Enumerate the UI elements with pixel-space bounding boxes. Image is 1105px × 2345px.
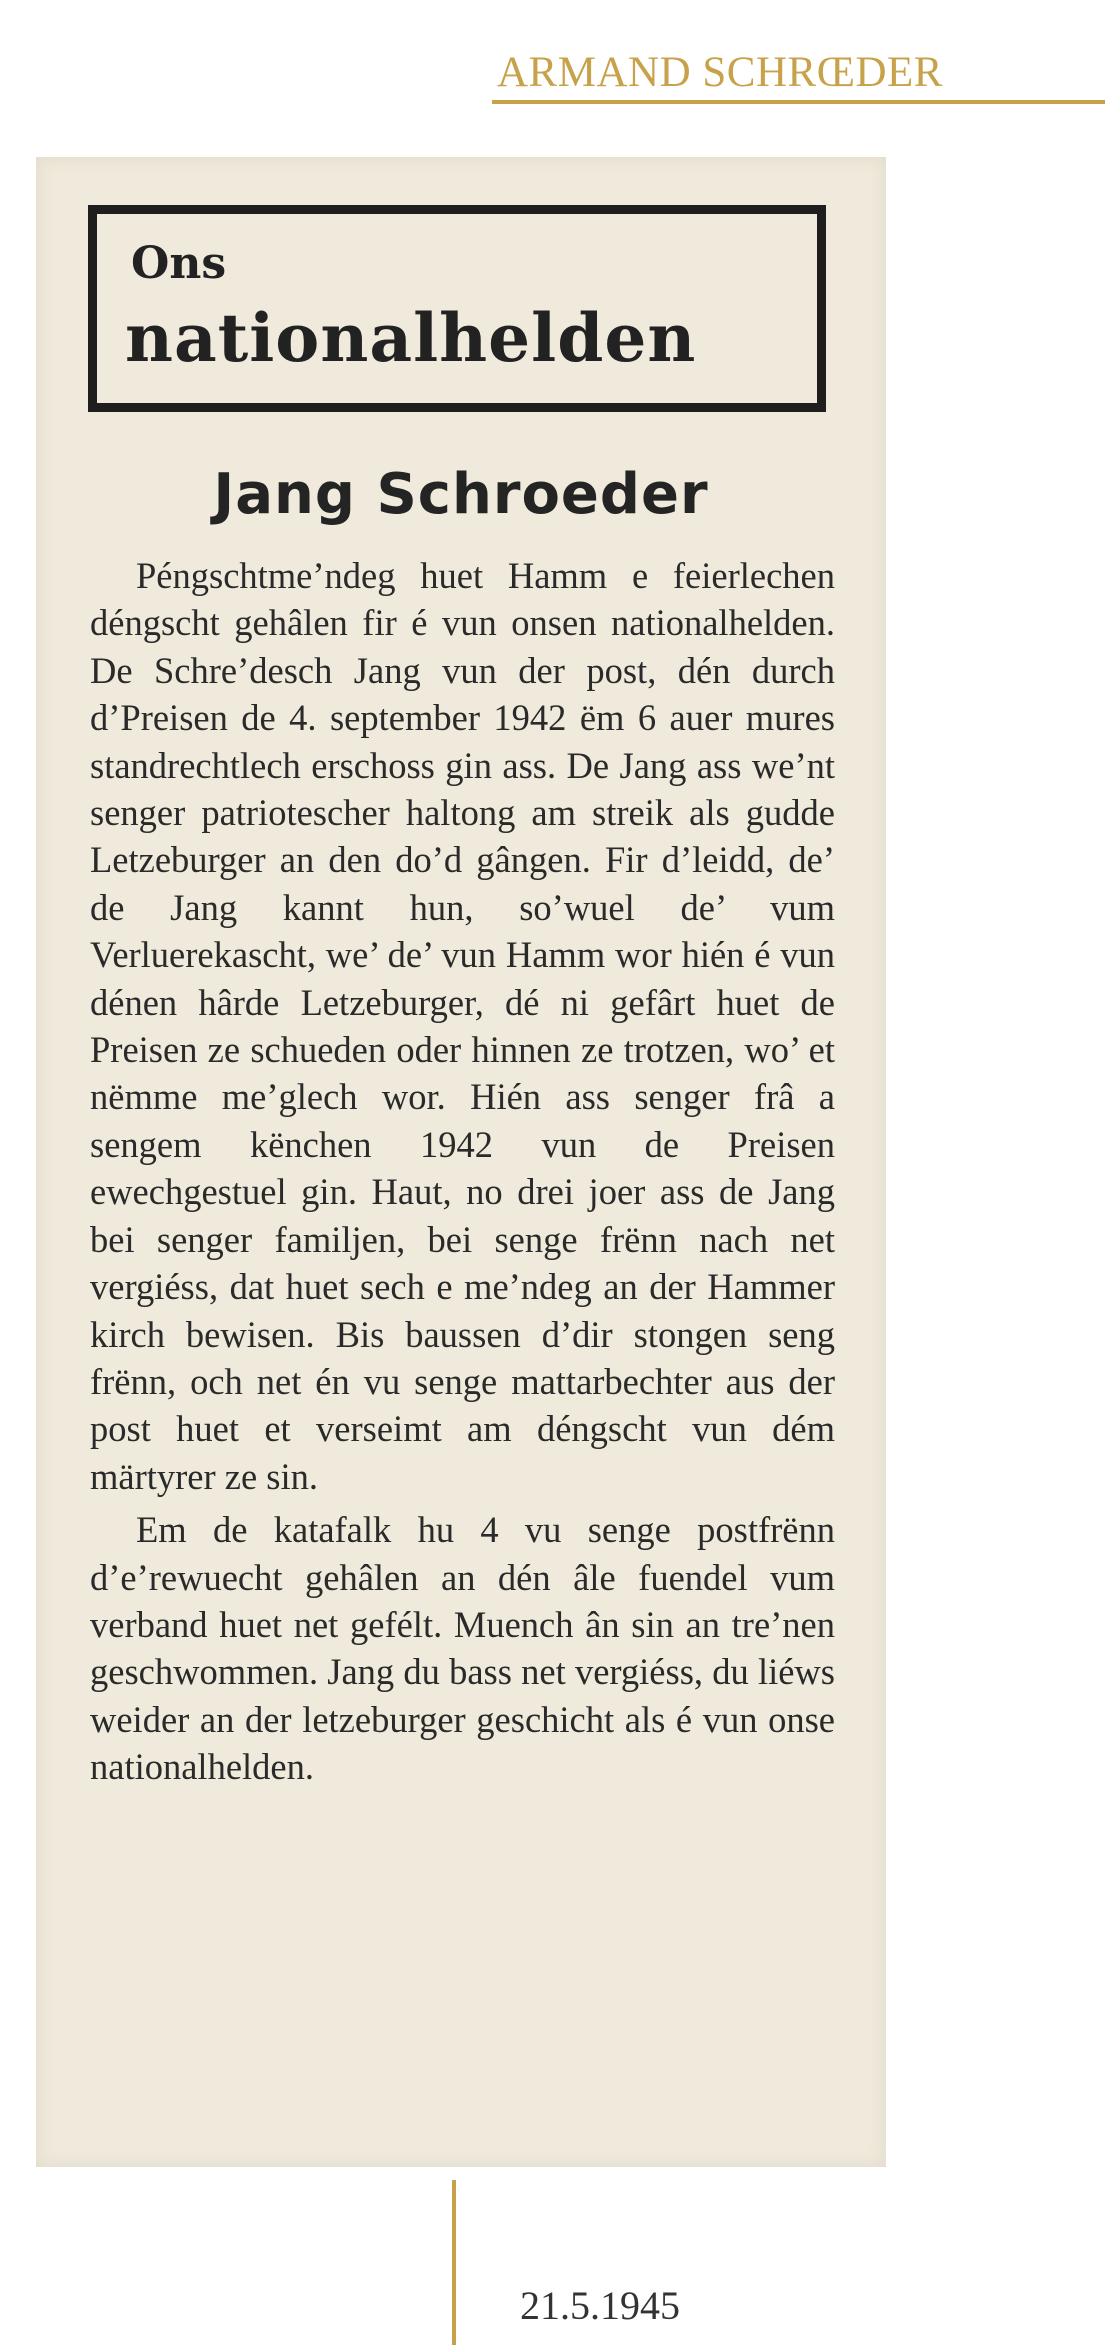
section-kicker: Ons [131, 238, 227, 289]
article-paragraph-1: Péngschtme’ndeg huet Hamm e feierlechen déngscht gehâlen fir é vun onsen nationalhelden. De Schre’desch Jang vun der post, dén durch d’Preisen de 4. september 1942 ëm 6 auer mures standrechtlech erschoss gin ass. De Jang ass we’nt senger patriotescher haltong am streik als gudde Letzeburger an den do’d gângen. Fir d’leidd, de’ de Jang kannt hun, so’wuel de’ vum Verluerekascht, we’ de’ vun Hamm wor hién é vun dénen hârde Letzeburger, dé ni gefârt huet de Preisen ze schueden oder hinnen ze trotzen, wo’ et nëmme me’glech wor. Hién ass senger frâ a sengem kënchen 1942 vun de Preisen ewechgestuel gin. Haut, no drei joer ass de Jang bei senger familjen, bei senge frënn nach net vergiéss, dat huet sech e me’ndeg an der Hammer kirch bewisen. Bis baussen d’dir stongen seng frënn, och net én vu senge mattarbechter aus der post huet et verseimt am déngscht vun dém märtyrer ze sin. [90, 555, 835, 1497]
article-paragraph-2: Em de katafalk hu 4 vu senge postfrënn d’e’rewuecht gehâlen an dén âle fuendel vum verband huet net gefélt. Muench ân sin an tre’nen geschwommen. Jang du bass net vergiéss, du liéws weider an der letzeburger geschicht als é vun onse nationalhelden. [90, 1509, 835, 1788]
header-rule [492, 100, 1105, 104]
page-header [492, 44, 1105, 104]
article-headline: Jang Schroeder [213, 462, 709, 527]
section-title-box [88, 205, 826, 412]
publication-date: 21.5.1945 [520, 2283, 680, 2328]
section-title: nationalhelden [125, 299, 697, 377]
date-divider-line [452, 2180, 456, 2345]
author-name: ARMAND SCHRŒDER [497, 49, 943, 96]
newspaper-clipping [36, 157, 886, 2167]
article-body [90, 552, 835, 1791]
